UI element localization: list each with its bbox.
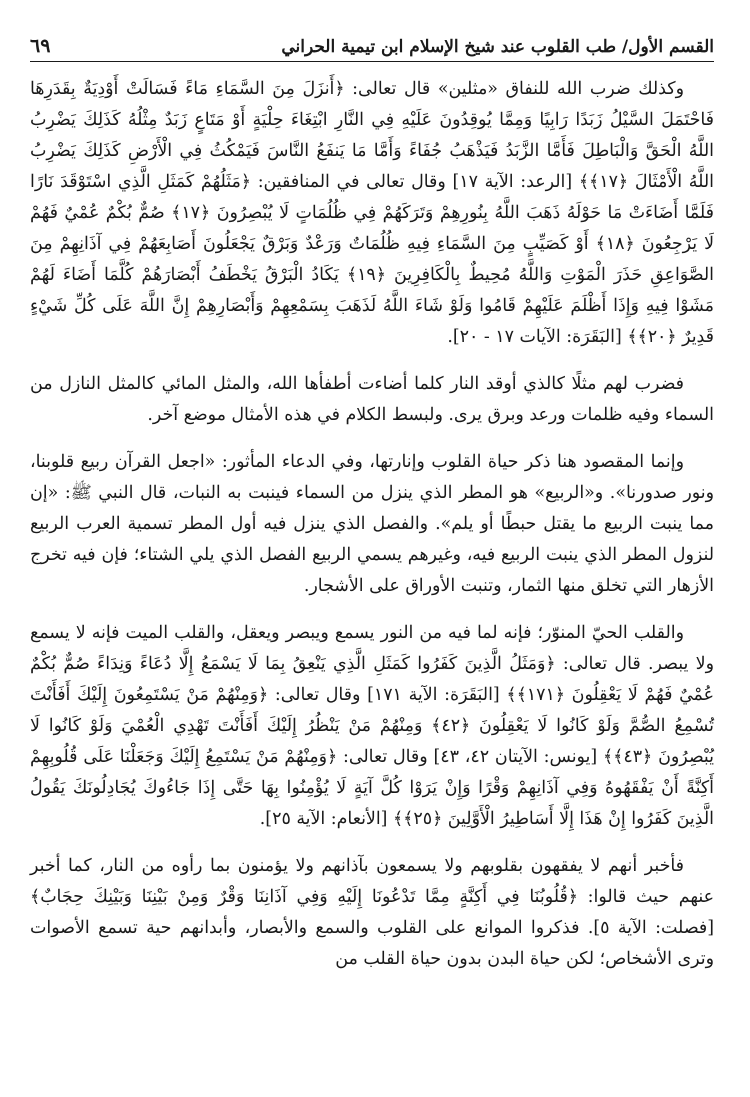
page-body: [30, 74, 714, 975]
paragraph: فأخبر أنهم لا يفقهون بقلوبهم ولا يسمعون بآذانهم ولا يؤمنون بما رأوه من النار، كما أخبر عنهم حيث قالوا: ﴿قُلُوبُنَا فِي أَكِنَّةٍ مِمَّا تَدْعُونَا إِلَيْهِ وَفِي آذَانِنَا وَقْرٌ وَمِنْ بَيْنِنَا وَبَيْنِكَ حِجَابٌ﴾ [فصلت: الآية ٥]. فذكروا الموانع على القلوب والسمع والأبصار، وأبدانهم حية تسمع الأصوات وترى الأشخاص؛ لكن حياة البدن بدون حياة القلب من: [30, 856, 714, 969]
header-title: القسم الأول/ طب القلوب عند شيخ الإسلام ابن تيمية الحراني: [281, 37, 714, 57]
paragraph: وكذلك ضرب الله للنفاق «مثلين» قال تعالى: ﴿أَنزَلَ مِنَ السَّمَاءِ مَاءً فَسَالَتْ أَوْدِيَةٌ بِقَدَرِهَا فَاحْتَمَلَ السَّيْلُ زَبَدًا رَابِيًا وَمِمَّا يُوقِدُونَ عَلَيْهِ فِي النَّارِ ابْتِغَاءَ حِلْيَةٍ أَوْ مَتَاعٍ زَبَدٌ مِثْلُهُ كَذَلِكَ يَضْرِبُ اللَّهُ الْحَقَّ وَالْبَاطِلَ فَأَمَّا الزَّبَدُ فَيَذْهَبُ جُفَاءً وَأَمَّا مَا يَنفَعُ النَّاسَ فَيَمْكُثُ فِي الْأَرْضِ كَذَلِكَ يَضْرِبُ اللَّهُ الْأَمْثَالَ ﴿١٧﴾﴾ [الرعد: الآية ١٧] وقال تعالى في المنافقين: ﴿مَثَلُهُمْ كَمَثَلِ الَّذِي اسْتَوْقَدَ نَارًا فَلَمَّا أَضَاءَتْ مَا حَوْلَهُ ذَهَبَ اللَّهُ بِنُورِهِمْ وَتَرَكَهُمْ فِي ظُلُمَاتٍ لَا يُبْصِرُونَ ﴿١٧﴾ صُمٌّ بُكْمٌ عُمْيٌ فَهُمْ لَا يَرْجِعُونَ ﴿١٨﴾ أَوْ كَصَيِّبٍ مِنَ السَّمَاءِ فِيهِ ظُلُمَاتٌ وَرَعْدٌ وَبَرْقٌ يَجْعَلُونَ أَصَابِعَهُمْ فِي آذَانِهِمْ مِنَ الصَّوَاعِقِ حَذَرَ الْمَوْتِ وَاللَّهُ مُحِيطٌ بِالْكَافِرِينَ ﴿١٩﴾ يَكَادُ الْبَرْقُ يَخْطَفُ أَبْصَارَهُمْ كُلَّمَا أَضَاءَ لَهُمْ مَشَوْا فِيهِ وَإِذَا أَظْلَمَ عَلَيْهِمْ قَامُوا وَلَوْ شَاءَ اللَّهُ لَذَهَبَ بِسَمْعِهِمْ وَأَبْصَارِهِمْ إِنَّ اللَّهَ عَلَى كُلِّ شَيْءٍ قَدِيرٌ ﴿٢٠﴾﴾ [البَقَرَة: الآيات ١٧ - ٢٠].: [30, 79, 714, 347]
page-number: ٦٩: [30, 35, 51, 57]
paragraph: وإنما المقصود هنا ذكر حياة القلوب وإنارتها، وفي الدعاء المأثور: «اجعل القرآن ربيع قلوبنا، ونور صدورنا». و«الربيع» هو المطر الذي ينزل من السماء فينبت به النبات، قال النبي ﷺ: «إن مما ينبت الربيع ما يقتل حبطًا أو يلم». والفصل الذي ينزل فيه أول المطر تسمية العرب الربيع لنزول المطر الذي ينبت الربيع فيه، وغيرهم يسمي الربيع الفصل الذي يلي الشتاء؛ فإن فيه تخرج الأزهار التي تخلق منها الثمار، وتنبت الأوراق على الأشجار.: [30, 452, 714, 596]
paragraph: فضرب لهم مثلًا كالذي أوقد النار كلما أضاءت أطفأها الله، والمثل المائي كالمثل النازل من السماء وفيه ظلمات ورعد وبرق يرى. ولبسط الكلام في هذه الأمثال موضع آخر.: [30, 374, 714, 425]
paragraph: والقلب الحيّ المنوّر؛ فإنه لما فيه من النور يسمع ويبصر ويعقل، والقلب الميت فإنه لا يسمع ولا يبصر. قال تعالى: ﴿وَمَثَلُ الَّذِينَ كَفَرُوا كَمَثَلِ الَّذِي يَنْعِقُ بِمَا لَا يَسْمَعُ إِلَّا دُعَاءً وَنِدَاءً صُمٌّ بُكْمٌ عُمْيٌ فَهُمْ لَا يَعْقِلُونَ ﴿١٧١﴾﴾ [البَقَرَة: الآية ١٧١] وقال تعالى: ﴿وَمِنْهُمْ مَنْ يَسْتَمِعُونَ إِلَيْكَ أَفَأَنْتَ تُسْمِعُ الصُّمَّ وَلَوْ كَانُوا لَا يَعْقِلُونَ ﴿٤٢﴾ وَمِنْهُمْ مَنْ يَنْظُرُ إِلَيْكَ أَفَأَنْتَ تَهْدِي الْعُمْيَ وَلَوْ كَانُوا لَا يُبْصِرُونَ ﴿٤٣﴾﴾ [يونس: الآيتان ٤٢، ٤٣] وقال تعالى: ﴿وَمِنْهُمْ مَنْ يَسْتَمِعُ إِلَيْكَ وَجَعَلْنَا عَلَى قُلُوبِهِمْ أَكِنَّةً أَنْ يَفْقَهُوهُ وَفِي آذَانِهِمْ وَقْرًا وَإِنْ يَرَوْا كُلَّ آيَةٍ لَا يُؤْمِنُوا بِهَا حَتَّى إِذَا جَاءُوكَ يُجَادِلُونَكَ يَقُولُ الَّذِينَ كَفَرُوا إِنْ هَذَا إِلَّا أَسَاطِيرُ الْأَوَّلِينَ ﴿٢٥﴾﴾ [الأنعام: الآية ٢٥].: [30, 623, 714, 829]
running-header: [30, 28, 714, 62]
